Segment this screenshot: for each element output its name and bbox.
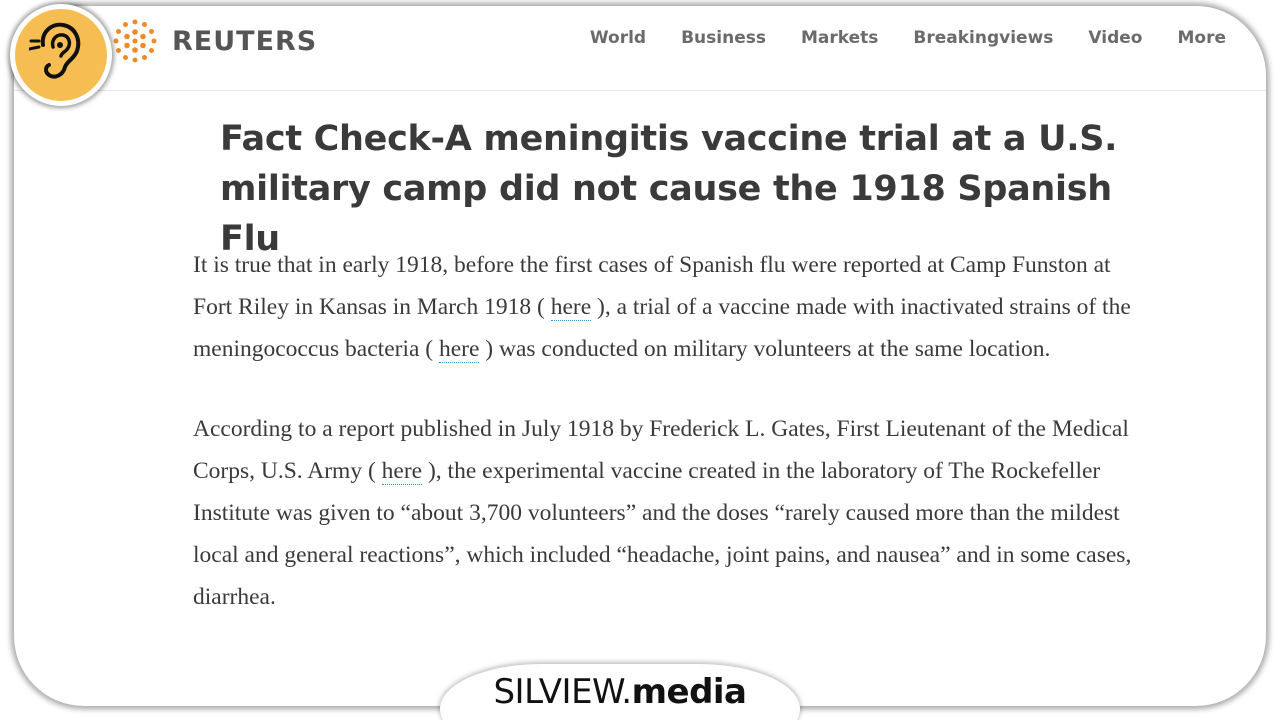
paragraph-2-text-b: ), the experimental vaccine created in the laboratory of The Rockefeller Institute was given to “about 3,700 volunteers” and the doses “rarely caused more than the mildest local and general reactions”, which included “headache, joint pains, and nausea” and in some cases, diarrhea. [193,458,1132,610]
ear-badge [10,4,112,106]
watermark-logo [493,672,746,712]
browser-frame [14,6,1266,706]
paragraph-1-text-a: It is true that in early 1918, before the first cases of Spanish flu were reported at Camp Funston at Fort Riley in Kansas in March 1918 ( [193,252,1111,320]
nav-breakingviews[interactable]: Breakingviews [913,28,1054,48]
ear-icon [29,19,85,81]
nav-business[interactable]: Business [681,28,766,48]
watermark-part-2: media [631,672,747,712]
nav-more[interactable]: More [1177,28,1226,48]
site-header [14,6,1266,91]
main-nav [590,28,1226,48]
source-link-3[interactable]: here [381,458,423,484]
source-link-1[interactable]: here [550,294,592,320]
reuters-dots-logo-icon [110,16,160,66]
paragraph-2 [193,408,1153,618]
paragraph-1 [193,244,1153,370]
nav-video[interactable]: Video [1088,28,1143,48]
watermark-part-1: SILVIEW. [493,672,632,712]
paragraph-1-text-c: ) was conducted on military volunteers at the same location. [479,336,1051,362]
brand-name: REUTERS [172,25,318,57]
headline-line-1: Fact Check-A meningitis vaccine trial at a U.S. [220,119,1118,159]
source-link-2[interactable]: here [438,336,480,362]
article-headline [220,114,1180,264]
silview-watermark [440,664,800,720]
article-body [193,244,1153,656]
nav-world[interactable]: World [589,28,647,48]
paragraph-2-text-a: According to a report published in July 1918 by Frederick L. Gates, First Lieutenant of the Medical Corps, U.S. Army ( [193,416,1129,484]
reuters-logo[interactable] [110,16,317,66]
headline-line-2: military camp did not cause the 1918 Spanish Flu [220,169,1112,259]
paragraph-1-text-b: ), a trial of a vaccine made with inactivated strains of the meningococcus bacteria ( [193,294,1131,362]
nav-markets[interactable]: Markets [800,28,879,48]
